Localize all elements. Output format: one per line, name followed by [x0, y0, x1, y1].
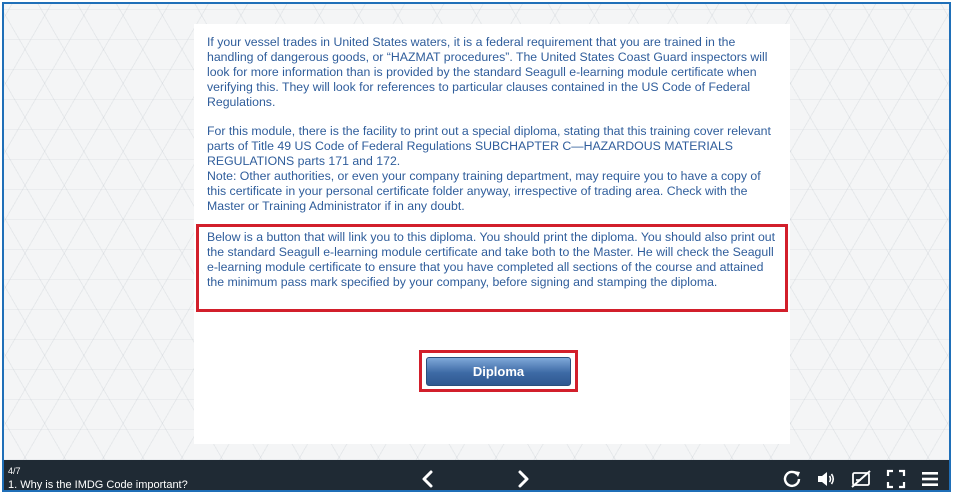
replay-icon[interactable]: [780, 467, 804, 491]
subtitles-off-icon[interactable]: [849, 467, 873, 491]
fullscreen-icon[interactable]: [884, 467, 908, 491]
menu-icon[interactable]: [918, 467, 942, 491]
instruction-paragraph: Below is a button that will link you to this diploma. You should print the diploma. You should also print out the standard Seagull e-learning module certificate and take both to the Master. He will check the Seagull e-learning module certificate to ensure that you have completed all sections of the course and attained the minimum pass mark specified by your company, before signing and stamping the diploma.: [207, 230, 776, 289]
lesson-title: 1. Why is the IMDG Code important?: [8, 479, 188, 491]
diploma-text: For this module, there is the facility to print out a special diploma, stating that this training cover relevant parts of Title 49 US Code of Federal Regulations SUBCHAPTER C—HAZARDOUS MATERIALS REGULATIONS parts 171 and 172.: [207, 124, 771, 168]
note-text: Note: Other authorities, or even your company training department, may require you to have a copy of this certificate in your personal certificate folder anyway, irrespective of trading area. Check with the Master or Training Administrator if in any doubt.: [207, 169, 761, 213]
slide-counter: 4/7: [8, 466, 21, 476]
player-toolbar: [4, 460, 951, 492]
chevron-left-icon[interactable]: [416, 467, 440, 491]
player-frame: [2, 2, 951, 492]
volume-icon[interactable]: [814, 467, 838, 491]
chevron-right-icon[interactable]: [511, 467, 535, 491]
intro-paragraph: If your vessel trades in United States waters, it is a federal requirement that you are trained in the handling of dangerous goods, or “HAZMAT procedures”. The United States Coast Guard inspectors will look for more information than is provided by the standard Seagull e-learning module certificate when verifying this. They will look for references to particular clauses contained in the US Code of Federal Regulations.: [207, 35, 768, 109]
content-panel: [194, 24, 790, 444]
diploma-paragraph: [207, 124, 777, 214]
diploma-button[interactable]: Diploma: [426, 357, 571, 386]
